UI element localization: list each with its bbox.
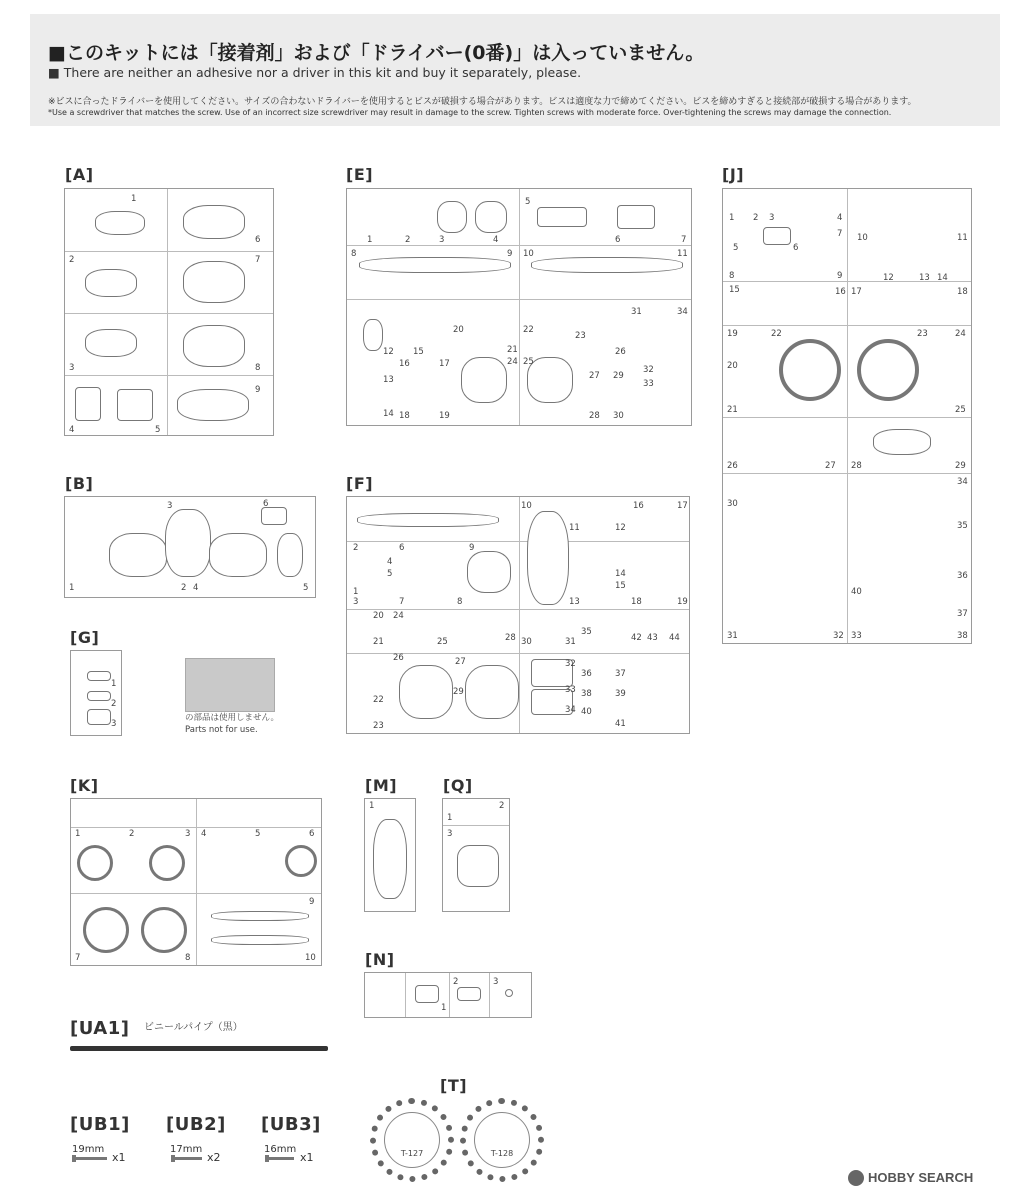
sprue-e-part [617,205,655,229]
sprue-j-ring [779,339,841,401]
part-number: 8 [729,271,735,281]
part-number: 8 [185,953,191,963]
part-number: 7 [255,255,261,265]
part-number: 2 [453,977,459,987]
part-number: 23 [917,329,928,339]
part-number: 18 [631,597,642,607]
screw-icon [75,1157,107,1160]
sprue-j-part [873,429,931,455]
notice-title-en: ■ There are neither an adhesive nor a driver in this kit and buy it separately, please. [48,65,582,80]
sprue-f-label: [F] [346,474,374,493]
part-number: 3 [185,829,191,839]
part-number: 27 [825,461,836,471]
part-number: 3 [493,977,499,987]
part-number: 17 [439,359,450,369]
part-number: 8 [457,597,463,607]
sprue-e-part [475,201,507,233]
part-number: 38 [957,631,968,641]
ub3-qty: x1 [300,1151,314,1164]
part-number: 24 [393,611,404,621]
part-number: 30 [727,499,738,509]
part-number: 29 [955,461,966,471]
sprue-b-part [261,507,287,525]
sprue-n [364,972,532,1018]
sprue-a-part [183,325,245,367]
sprue-k-label: [K] [70,776,99,795]
sprue-e [346,188,692,426]
tire-t128-label: T-128 [490,1149,514,1158]
part-number: 3 [769,213,775,223]
part-number: 24 [507,357,518,367]
part-number: 11 [957,233,968,243]
part-number: 9 [309,897,315,907]
part-number: 22 [373,695,384,705]
part-number: 25 [437,637,448,647]
part-number: 7 [681,235,687,245]
ub2-label: [UB2] [166,1114,226,1135]
screw-icon [174,1157,202,1160]
part-number: 30 [613,411,624,421]
sprue-n-label: [N] [365,950,395,969]
sprue-e-part [537,207,587,227]
part-number: 4 [69,425,75,435]
part-number: 20 [727,361,738,371]
sprue-k-part [149,845,185,881]
part-number: 27 [589,371,600,381]
part-number: 1 [367,235,373,245]
part-number: 34 [957,477,968,487]
part-number: 6 [793,243,799,253]
part-number: 4 [493,235,499,245]
sprue-b [64,496,316,598]
sprue-f-part [467,551,511,593]
sprue-a-part [85,269,137,297]
part-number: 20 [453,325,464,335]
part-number: 28 [851,461,862,471]
kit-notice-header [30,14,1000,126]
part-number: 7 [75,953,81,963]
part-number: 26 [615,347,626,357]
part-number: 14 [615,569,626,579]
part-number: 25 [955,405,966,415]
sprue-e-part [531,257,683,273]
ua1-label: [UA1] [70,1018,130,1039]
sprue-j-label: [J] [722,165,745,184]
part-number: 31 [565,637,576,647]
part-number: 2 [111,699,117,709]
part-number: 3 [447,829,453,839]
part-number: 9 [837,271,843,281]
part-number: 15 [413,347,424,357]
part-number: 17 [851,287,862,297]
part-number: 26 [393,653,404,663]
part-number: 31 [727,631,738,641]
part-number: 2 [753,213,759,223]
part-number: 1 [369,801,375,811]
sprue-q-part [457,845,499,887]
part-number: 12 [883,273,894,283]
notice-title-jp: ■このキットには「接着剤」および「ドライバー(0番)」は入っていません。 [48,42,705,64]
part-number: 6 [263,499,269,509]
part-number: 34 [677,307,688,317]
sprue-g-part [87,691,111,701]
sprue-f-part [527,511,569,605]
part-number: 1 [131,194,137,204]
tire-t127-label: T-127 [400,1149,424,1158]
sprue-j-part [763,227,791,245]
sprue-e-part [461,357,507,403]
part-number: 3 [167,501,173,511]
part-number: 4 [387,557,393,567]
part-number: 13 [569,597,580,607]
part-number: 35 [581,627,592,637]
part-number: 32 [565,659,576,669]
part-number: 14 [383,409,394,419]
sprue-a-part [183,205,245,239]
sprue-f-part [399,665,453,719]
sprue-k [70,798,322,966]
part-number: 2 [69,255,75,265]
sprue-b-label: [B] [65,474,94,493]
sprue-a-part [75,387,101,421]
sprue-e-part [359,257,511,273]
sprue-n-part [505,989,513,997]
sprue-q-label: [Q] [443,776,473,795]
sprue-k-part [77,845,113,881]
ub1-label: [UB1] [70,1114,130,1135]
part-number: 15 [729,285,740,295]
sprue-g [70,650,122,736]
sprue-b-part [109,533,167,577]
part-number: 5 [155,425,161,435]
part-number: 19 [727,329,738,339]
ub3-label: [UB3] [261,1114,321,1135]
sprue-b-part [165,509,211,577]
part-number: 23 [575,331,586,341]
ub2-size: 17mm [170,1144,203,1155]
tire-t128 [460,1098,544,1182]
sprue-k-part [211,935,309,945]
part-number: 2 [353,543,359,553]
part-number: 4 [837,213,843,223]
part-number: 29 [613,371,624,381]
part-number: 37 [957,609,968,619]
sprue-n-part [457,987,481,1001]
part-number: 1 [729,213,735,223]
sprue-a-part [183,261,245,303]
part-number: 43 [647,633,658,643]
part-number: 22 [771,329,782,339]
sprue-g-part [87,671,111,681]
part-number: 6 [615,235,621,245]
sprue-k-part [141,907,187,953]
part-number: 30 [521,637,532,647]
part-number: 39 [615,689,626,699]
part-number: 18 [957,287,968,297]
part-number: 34 [565,705,576,715]
sprue-a-part [117,389,153,421]
sprue-f [346,496,690,734]
sprue-j-ring [857,339,919,401]
part-number: 13 [919,273,930,283]
ub3-size: 16mm [264,1144,297,1155]
part-number: 40 [581,707,592,717]
sprue-e-label: [E] [346,165,374,184]
part-number: 19 [677,597,688,607]
part-number: 31 [631,307,642,317]
sprue-b-part [209,533,267,577]
sprue-m-label: [M] [365,776,398,795]
part-number: 11 [569,523,580,533]
part-number: 22 [523,325,534,335]
not-used-note-en: Parts not for use. [185,725,258,735]
sprue-n-part [415,985,439,1003]
part-number: 3 [111,719,117,729]
part-number: 32 [833,631,844,641]
part-number: 4 [193,583,199,593]
sprue-a-label: [A] [65,165,94,184]
sprue-t-label: [T] [440,1076,468,1095]
part-number: 5 [255,829,261,839]
sprue-m-part [373,819,407,899]
part-number: 7 [837,229,843,239]
part-number: 37 [615,669,626,679]
part-number: 21 [373,637,384,647]
ub2-qty: x2 [207,1151,221,1164]
part-number: 36 [581,669,592,679]
part-number: 12 [383,347,394,357]
not-used-swatch [185,658,275,712]
sprue-e-part [363,319,383,351]
part-number: 9 [469,543,475,553]
sprue-q [442,798,510,912]
part-number: 44 [669,633,680,643]
part-number: 5 [303,583,309,593]
part-number: 41 [615,719,626,729]
part-number: 23 [373,721,384,731]
part-number: 3 [353,597,359,607]
part-number: 5 [525,197,531,207]
part-number: 16 [399,359,410,369]
part-number: 6 [309,829,315,839]
hobby-search-logo-icon [848,1170,864,1186]
part-number: 17 [677,501,688,511]
part-number: 1 [69,583,75,593]
part-number: 3 [69,363,75,373]
part-number: 2 [405,235,411,245]
part-number: 28 [505,633,516,643]
screw-note-jp: ※ビスに合ったドライバーを使用してください。サイズの合わないドライバーを使用するとビスが破損する場合があります。ビスは適度な力で締めてください。ビスを締めすぎると接続部が破損する場合があります。 [48,97,917,107]
vinyl-pipe [70,1046,328,1051]
part-number: 18 [399,411,410,421]
part-number: 8 [255,363,261,373]
part-number: 33 [851,631,862,641]
part-number: 24 [955,329,966,339]
part-number: 2 [129,829,135,839]
part-number: 16 [835,287,846,297]
part-number: 42 [631,633,642,643]
sprue-a-part [85,329,137,357]
part-number: 9 [255,385,261,395]
part-number: 33 [643,379,654,389]
part-number: 28 [589,411,600,421]
part-number: 35 [957,521,968,531]
sprue-e-part [527,357,573,403]
ub1-qty: x1 [112,1151,126,1164]
part-number: 9 [507,249,513,259]
sprue-g-part [87,709,111,725]
part-number: 33 [565,685,576,695]
sprue-f-part [357,513,499,527]
sprue-g-label: [G] [70,628,100,647]
sprue-k-part [83,907,129,953]
sprue-f-part [465,665,519,719]
tire-t127 [370,1098,454,1182]
part-number: 8 [351,249,357,259]
not-used-note-jp: の部品は使用しません。 [185,713,280,723]
part-number: 36 [957,571,968,581]
watermark: HOBBY SEARCH [868,1170,974,1185]
part-number: 38 [581,689,592,699]
part-number: 10 [523,249,534,259]
part-number: 14 [937,273,948,283]
part-number: 12 [615,523,626,533]
screw-icon [268,1157,294,1160]
part-number: 5 [387,569,393,579]
part-number: 1 [447,813,453,823]
part-number: 3 [439,235,445,245]
part-number: 10 [857,233,868,243]
ua1-description: ビニールパイプ（黒） [144,1022,243,1033]
part-number: 2 [499,801,505,811]
part-number: 11 [677,249,688,259]
part-number: 20 [373,611,384,621]
part-number: 32 [643,365,654,375]
part-number: 26 [727,461,738,471]
sprue-a [64,188,274,436]
screw-note-en: *Use a screwdriver that matches the screw. Use of an incorrect size screwdriver may result in damage to the screw. Tighten screws with moderate force. Over-tightening the screws may damage the connection. [48,108,892,117]
sprue-m [364,798,416,912]
part-number: 4 [201,829,207,839]
sprue-a-part [177,389,249,421]
part-number: 10 [521,501,532,511]
part-number: 27 [455,657,466,667]
part-number: 15 [615,581,626,591]
part-number: 29 [453,687,464,697]
part-number: 1 [75,829,81,839]
ub1-size: 19mm [72,1144,105,1155]
part-number: 1 [353,587,359,597]
part-number: 21 [727,405,738,415]
part-number: 21 [507,345,518,355]
part-number: 5 [733,243,739,253]
part-number: 25 [523,357,534,367]
part-number: 16 [633,501,644,511]
part-number: 2 [181,583,187,593]
part-number: 6 [399,543,405,553]
part-number: 6 [255,235,261,245]
part-number: 40 [851,587,862,597]
sprue-j [722,188,972,644]
sprue-k-part [211,911,309,921]
part-number: 19 [439,411,450,421]
part-number: 7 [399,597,405,607]
part-number: 1 [441,1003,447,1013]
sprue-b-part [277,533,303,577]
part-number: 1 [111,679,117,689]
sprue-e-part [437,201,467,233]
part-number: 10 [305,953,316,963]
sprue-a-part [95,211,145,235]
sprue-k-part [285,845,317,877]
part-number: 13 [383,375,394,385]
